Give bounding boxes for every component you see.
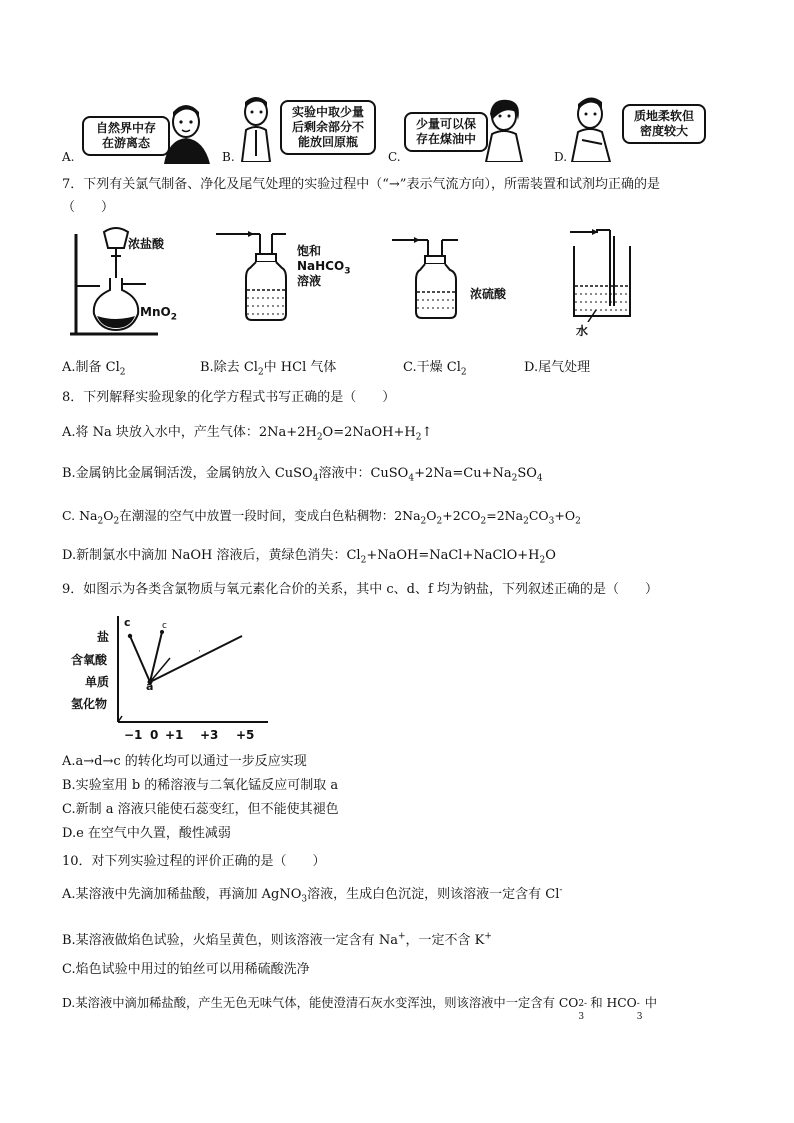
label-conc-hcl: 浓盐酸 — [128, 237, 165, 251]
q10-option-a[interactable]: A.某溶液中先滴加稀盐酸，再滴加 AgNO$_3$溶液，生成白色沉淀，则该溶液一定含有 Cl- — [62, 885, 563, 905]
q7-stem: 7．下列有关氯气制备、净化及尾气处理的实验过程中（“→”表示气流方向），所需装置和试剂均正确的是 — [62, 177, 660, 192]
q8-option-b[interactable]: B.金属钠比金属铜活泼，金属钠放入 CuSO$_4$溶液中：$CuSO_4+2Na=Cu+Na_2SO_4$ — [62, 466, 543, 484]
label-water: 水 — [576, 324, 589, 338]
y-label-hydride: 氢化物 — [71, 697, 108, 711]
valence-plot-icon — [112, 612, 272, 728]
girl-cartoon-icon — [478, 98, 528, 162]
label-mno2: MnO$_2$ — [140, 305, 177, 323]
q10-option-c[interactable]: C.焰色试验中用过的铂丝可以用稀硫酸洗净 — [62, 962, 310, 977]
q7-answer-paren: （ ） — [62, 200, 115, 215]
option-letter: B. — [222, 150, 235, 164]
q10-option-b[interactable]: B.某溶液做焰色试验，火焰呈黄色，则该溶液一定含有 Na+，一定不含 K+ — [62, 931, 492, 948]
q7-option-a[interactable]: A.制备 $Cl_2$ — [62, 360, 126, 378]
svg-text:·: · — [198, 647, 201, 657]
svg-text:c: c — [124, 616, 131, 629]
x-tick-plus3: +3 — [200, 728, 219, 742]
q9-option-c[interactable]: C.新制 a 溶液只能使石蕊变红，但不能使其褪色 — [62, 802, 339, 817]
label-sat-nahco3: 饱和 NaHCO$_3$ 溶液 — [297, 244, 351, 288]
beaker-icon — [566, 226, 638, 322]
speech-bubble: 质地柔软但 密度较大 — [622, 104, 706, 144]
q10-option-d[interactable]: D.某溶液中滴加稀盐酸，产生无色无味气体，能使澄清石灰水变浑浊，则该溶液中一定含有 CO 2- 3 和 HCO - 3 中 — [62, 996, 658, 1022]
q8-option-a[interactable]: A.将 Na 块放入水中，产生气体：$2Na+2H_2O=2NaOH+H_2↑$ — [62, 425, 433, 443]
q8-stem: 8．下列解释实验现象的化学方程式书写正确的是（ ） — [62, 390, 396, 405]
q8-option-c[interactable]: C. $Na_2O_2$在潮湿的空气中放置一段时间，变成白色粘稠物：$2Na_2O_2+2CO_2=2Na_2CO_3+O_2$ — [62, 508, 581, 527]
y-label-oxyacid: 含氧酸 — [71, 653, 108, 667]
speech-bubble: 自然界中存 在游离态 — [82, 116, 170, 156]
q9-option-d[interactable]: D.e 在空气中久置，酸性减弱 — [62, 826, 231, 841]
x-tick-minus1: −1 — [124, 728, 143, 742]
option-letter: A. — [62, 150, 75, 164]
q7-option-d[interactable]: D.尾气处理 — [524, 360, 591, 375]
q9-option-b[interactable]: B.实验室用 b 的稀溶液与二氧化锰反应可制取 a — [62, 778, 339, 793]
speech-bubble: 实验中取少量 后剩余部分不 能放回原瓶 — [280, 100, 376, 155]
point-a-label: a — [146, 680, 154, 693]
x-tick-0: 0 — [150, 728, 159, 742]
q9-option-a[interactable]: A.a→d→c 的转化均可以通过一步反应实现 — [62, 754, 307, 769]
q10-stem: 10．对下列实验过程的评价正确的是（ ） — [62, 854, 326, 869]
student-cartoon-icon — [158, 100, 214, 164]
x-tick-plus1: +1 — [165, 728, 184, 742]
x-tick-plus5: +5 — [236, 728, 255, 742]
teacher-cartoon-icon — [236, 96, 278, 162]
speech-bubble: 少量可以保 存在煤油中 — [404, 112, 488, 152]
option-letter: C. — [388, 150, 401, 164]
q8-option-d[interactable]: D.新制氯水中滴加 NaOH 溶液后，黄绿色消失：$Cl_2+NaOH=NaCl+NaClO+H_2O$ — [62, 548, 556, 566]
svg-text:c: c — [162, 621, 167, 631]
gas-drying-bottle-icon — [392, 234, 474, 320]
y-label-element: 单质 — [85, 675, 110, 689]
label-conc-h2so4: 浓硫酸 — [470, 287, 507, 301]
q9-stem: 9．如图示为各类含氯物质与氧元素化合价的关系，其中 c、d、f 均为钠盐，下列叙述正确的是（ ） — [62, 582, 658, 597]
q7-option-b[interactable]: B.除去 $Cl_2$中 HCl 气体 — [200, 360, 337, 378]
boy-cartoon-icon — [568, 96, 618, 162]
q7-option-c[interactable]: C.干燥 $Cl_2$ — [403, 360, 467, 378]
gas-washing-bottle-icon — [216, 228, 300, 324]
option-letter: D. — [554, 150, 568, 164]
y-label-salt: 盐 — [97, 630, 110, 644]
